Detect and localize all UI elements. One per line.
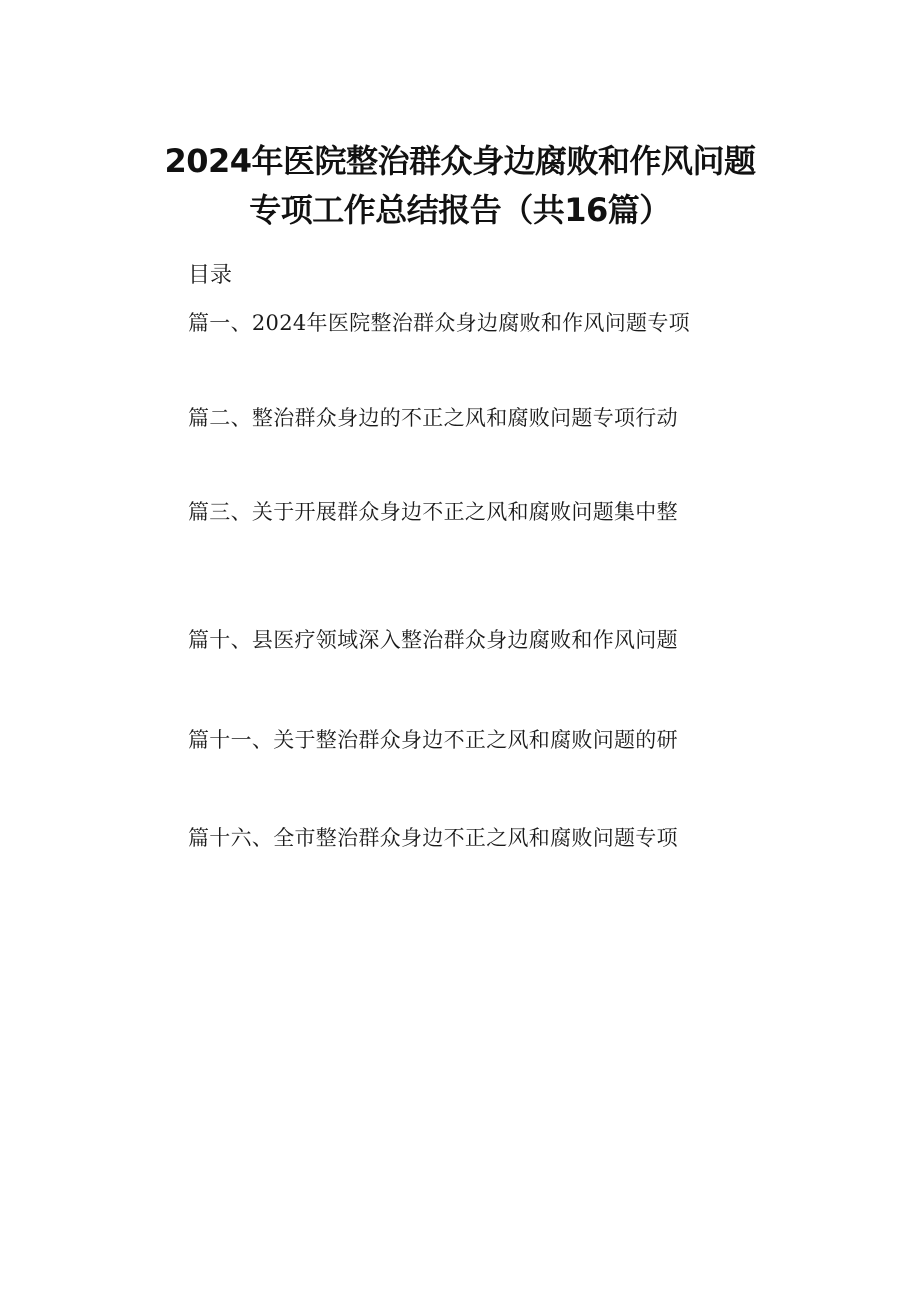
toc-item-1[interactable]: 篇一、2024年医院整治群众身边腐败和作风问题专项 [188, 311, 690, 335]
toc-heading: 目录 [188, 263, 233, 288]
toc-item-16[interactable]: 篇十六、全市整治群众身边不正之风和腐败问题专项 [188, 826, 678, 850]
toc-item-3[interactable]: 篇三、关于开展群众身边不正之风和腐败问题集中整 [188, 500, 678, 524]
toc-item-2[interactable]: 篇二、整治群众身边的不正之风和腐败问题专项行动 [188, 406, 678, 430]
toc-item-10[interactable]: 篇十、县医疗领域深入整治群众身边腐败和作风问题 [188, 628, 678, 652]
document-title-line-2: 专项工作总结报告（共16篇） [249, 191, 671, 229]
document-title-line-1: 2024年医院整治群众身边腐败和作风问题 [164, 142, 756, 180]
toc-item-11[interactable]: 篇十一、关于整治群众身边不正之风和腐败问题的研 [188, 728, 678, 752]
